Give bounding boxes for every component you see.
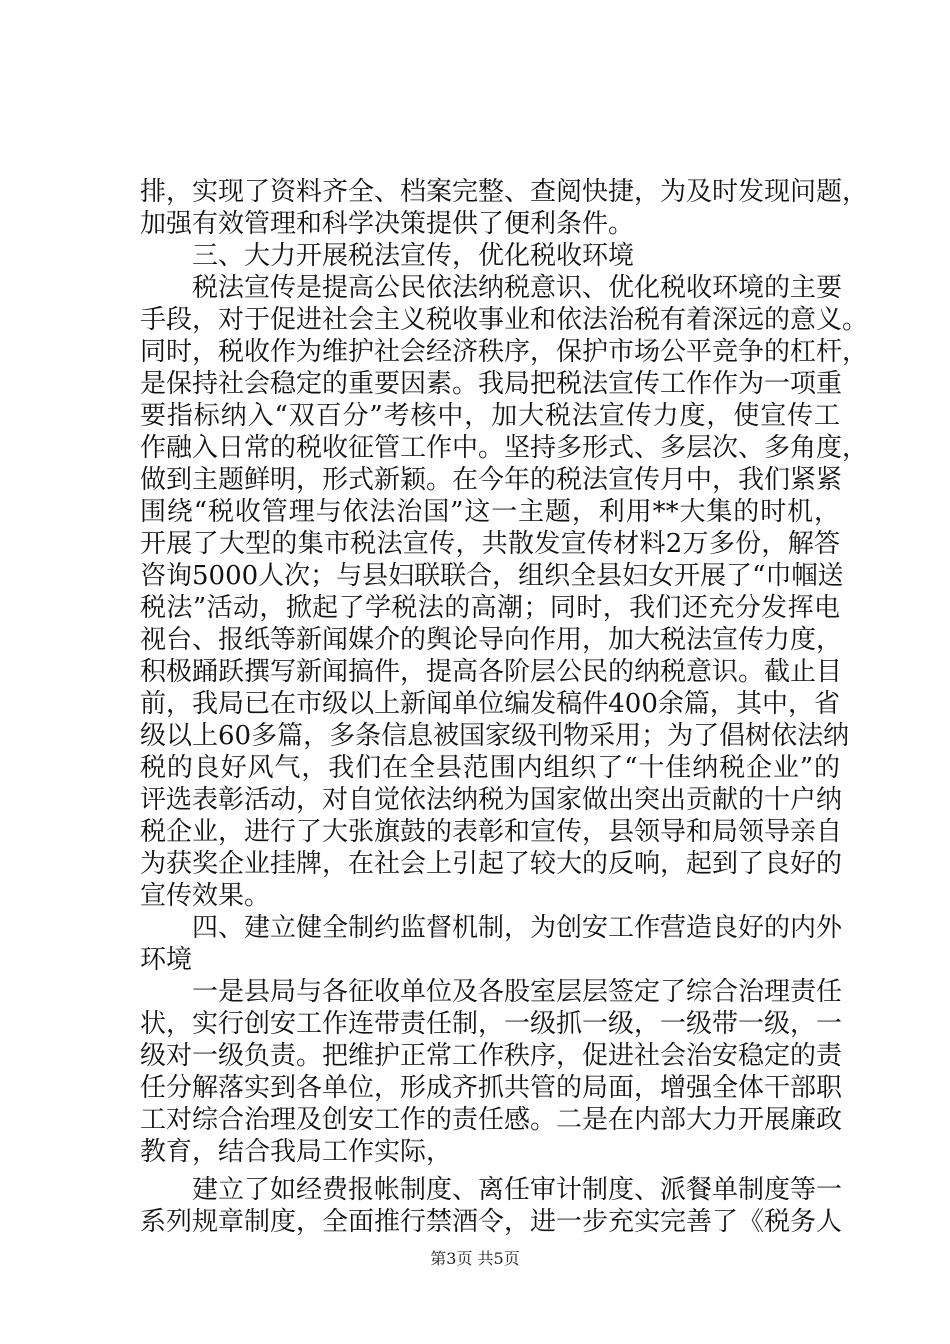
- body-line: 作融入日常的税收征管工作中。坚持多形式、多层次、多角度，: [140, 433, 869, 463]
- section-heading: 四、建立健全制约监督机制，为创安工作营造良好的内外: [192, 913, 843, 943]
- body-line: 税法宣传是提高公民依法纳税意识、优化税收环境的主要: [192, 273, 843, 303]
- body-line: 围绕“税收管理与依法治国”这一主题，利用**大集的时机，: [140, 497, 840, 527]
- body-line: 税企业，进行了大张旗鼓的表彰和宣传，县领导和局领导亲自: [140, 817, 843, 847]
- body-line: 级以上60多篇，多条信息被国家级刊物采用；为了倡树依法纳: [140, 721, 850, 751]
- body-line: 宣传效果。: [140, 881, 271, 911]
- body-line: 系列规章制度，全面推行禁酒令，进一步充实完善了《税务人: [140, 1207, 843, 1237]
- body-line: 一是县局与各征收单位及各股室层层签定了综合治理责任: [192, 977, 843, 1007]
- body-line: 视台、报纸等新闻媒介的舆论导向作用，加大税法宣传力度，: [140, 625, 843, 655]
- body-line: 工对综合治理及创安工作的责任感。二是在内部大力开展廉政: [140, 1105, 843, 1135]
- page-footer: [0, 1249, 950, 1269]
- body-line: 开展了大型的集市税法宣传，共散发宣传材料2万多份，解答: [140, 529, 840, 559]
- body-line: 排，实现了资料齐全、档案完整、查阅快捷，为及时发现问题，: [140, 177, 869, 207]
- section-heading: 三、大力开展税法宣传，优化税收环境: [192, 241, 635, 271]
- body-line: 前，我局已在市级以上新闻单位编发稿件400余篇，其中，省: [140, 689, 840, 719]
- body-line: 同时，税收作为维护社会经济秩序，保护市场公平竞争的杠杆，: [140, 337, 869, 367]
- body-line: 为获奖企业挂牌，在社会上引起了较大的反响，起到了良好的: [140, 849, 843, 879]
- body-line: 加强有效管理和科学决策提供了便利条件。: [140, 209, 635, 239]
- body-line: 状，实行创安工作连带责任制，一级抓一级，一级带一级，一: [140, 1009, 843, 1039]
- document-body: [140, 176, 869, 1238]
- body-line: 评选表彰活动，对自觉依法纳税为国家做出突出贡献的十户纳: [140, 785, 843, 815]
- body-line: 教育，结合我局工作实际，: [140, 1137, 453, 1167]
- body-line: 要指标纳入“双百分”考核中，加大税法宣传力度，使宣传工: [140, 401, 840, 431]
- body-line: 级对一级负责。把维护正常工作秩序，促进社会治安稳定的责: [140, 1041, 843, 1071]
- section-heading: 环境: [140, 945, 193, 975]
- body-line: 税的良好风气，我们在全县范围内组织了“十佳纳税企业”的: [140, 753, 840, 783]
- body-line: 任分解落实到各单位，形成齐抓共管的局面，增强全体干部职: [140, 1073, 843, 1103]
- body-line: 积极踊跃撰写新闻搞件，提高各阶层公民的纳税意识。截止目: [140, 657, 843, 687]
- page-number-label: 第3页 共5页: [430, 1249, 520, 1268]
- body-line: 税法”活动，掀起了学税法的高潮；同时，我们还充分发挥电: [140, 593, 840, 623]
- body-line: 做到主题鲜明，形式新颖。在今年的税法宣传月中，我们紧紧: [140, 465, 843, 495]
- body-line: 建立了如经费报帐制度、离任审计制度、派餐单制度等一: [192, 1175, 843, 1205]
- body-line: 咨询5000人次；与县妇联联合，组织全县妇女开展了“巾帼送: [140, 561, 844, 591]
- body-line: 是保持社会稳定的重要因素。我局把税法宣传工作作为一项重: [140, 369, 843, 399]
- body-line: 手段，对于促进社会主义税收事业和依法治税有着深远的意义。: [140, 305, 869, 335]
